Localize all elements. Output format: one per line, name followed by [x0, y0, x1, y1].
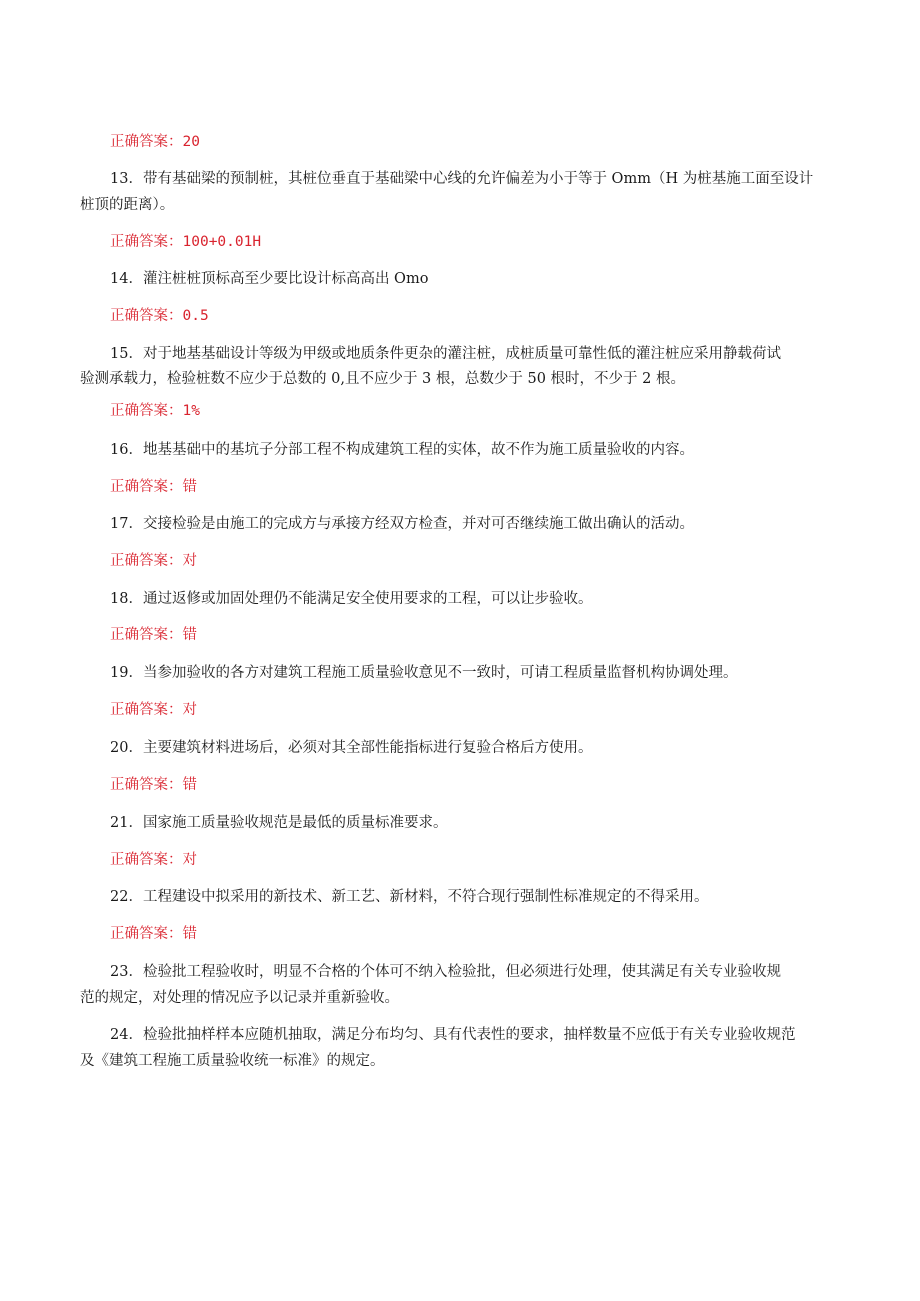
answer-value: 100+0.01H — [182, 234, 262, 250]
answer-value: 错 — [182, 926, 197, 942]
answer-value: 1% — [182, 403, 200, 419]
question-16 — [80, 437, 840, 463]
question-23 — [80, 959, 840, 985]
question-text-line2: 范的规定，对处理的情况应予以记录并重新验收。 — [80, 990, 399, 1006]
question-number: 19 — [110, 665, 129, 681]
answer-label: 正确答案： — [110, 134, 183, 150]
answer-label: 正确答案： — [110, 627, 183, 643]
answer-label: 正确答案： — [110, 777, 183, 793]
question-13-cont — [80, 192, 840, 218]
question-13 — [80, 166, 840, 192]
question-number: 16 — [110, 442, 129, 458]
question-text-line1: ．灌注桩桩顶标高至少要比设计标高高出 Omo — [128, 271, 429, 287]
question-text-line1: ．对于地基基础设计等级为甲级或地质条件更杂的灌注桩，成桩质量可靠性低的灌注桩应采用静载荷试 — [128, 346, 781, 362]
question-15-cont — [80, 366, 840, 392]
answer-label: 正确答案： — [110, 234, 183, 250]
question-text-line1: ．工程建设中拟采用的新技术、新工艺、新材料，不符合现行强制性标准规定的不得采用。 — [128, 889, 709, 905]
question-number: 17 — [110, 516, 129, 532]
question-14 — [80, 266, 840, 292]
question-number: 15 — [110, 346, 129, 362]
question-text-line2: 桩顶的距离）。 — [80, 197, 175, 213]
question-number: 21 — [110, 815, 129, 831]
question-text-line2: 及《建筑工程施工质量验收统一标准》的规定。 — [80, 1053, 385, 1069]
answer-value: 错 — [182, 777, 197, 793]
answer-line — [110, 622, 870, 648]
answer-line — [110, 474, 870, 500]
question-number: 22 — [110, 889, 129, 905]
answer-line — [110, 847, 870, 873]
answer-line — [110, 303, 870, 329]
answer-label: 正确答案： — [110, 702, 183, 718]
answer-value: 对 — [182, 852, 197, 868]
answer-line — [110, 921, 870, 947]
question-19 — [80, 660, 840, 686]
question-text-line1: ．通过返修或加固处理仍不能满足安全使用要求的工程，可以让步验收。 — [128, 591, 593, 607]
answer-value: 对 — [182, 702, 197, 718]
question-number: 23 — [110, 964, 129, 980]
question-number: 13 — [110, 171, 129, 187]
question-24 — [80, 1022, 840, 1048]
question-text-line2: 验测承载力，检验桩数不应少于总数的 0,且不应少于 3 根，总数少于 50 根时，不少于 2 根。 — [80, 371, 685, 387]
answer-value: 0.5 — [182, 308, 209, 324]
answer-line — [110, 772, 870, 798]
answer-line — [110, 398, 870, 424]
question-text-line1: ．检验批工程验收时，明显不合格的个体可不纳入检验批，但必须进行处理，使其满足有关专业验收规 — [128, 964, 781, 980]
answer-line — [110, 697, 870, 723]
question-text-line1: ．主要建筑材料进场后，必须对其全部性能指标进行复验合格后方使用。 — [128, 740, 593, 756]
question-text-line1: ．地基基础中的基坑子分部工程不构成建筑工程的实体，故不作为施工质量验收的内容。 — [128, 442, 694, 458]
question-18 — [80, 586, 840, 612]
answer-label: 正确答案： — [110, 553, 183, 569]
question-21 — [80, 810, 840, 836]
answer-line — [110, 548, 870, 574]
question-number: 20 — [110, 740, 129, 756]
answer-value: 对 — [182, 553, 197, 569]
answer-line — [110, 229, 870, 255]
question-text-line1: ．检验批抽样样本应随机抽取，满足分布均匀、具有代表性的要求，抽样数量不应低于有关专业验收规范 — [128, 1027, 796, 1043]
answer-line — [110, 129, 870, 155]
question-15 — [80, 341, 840, 367]
answer-value: 错 — [182, 479, 197, 495]
answer-label: 正确答案： — [110, 926, 183, 942]
answer-label: 正确答案： — [110, 308, 183, 324]
answer-value: 20 — [182, 134, 200, 150]
question-number: 14 — [110, 271, 129, 287]
question-text-line1: ．带有基础梁的预制桩，其桩位垂直于基础梁中心线的允许偏差为小于等于 Omm（H 为桩基施工面至设计 — [128, 171, 814, 187]
answer-label: 正确答案： — [110, 852, 183, 868]
answer-label: 正确答案： — [110, 403, 183, 419]
question-22 — [80, 884, 840, 910]
question-text-line1: ．当参加验收的各方对建筑工程施工质量验收意见不一致时，可请工程质量监督机构协调处理。 — [128, 665, 738, 681]
question-24-cont — [80, 1048, 840, 1074]
question-20 — [80, 735, 840, 761]
question-text-line1: ．交接检验是由施工的完成方与承接方经双方检查，并对可否继续施工做出确认的活动。 — [128, 516, 694, 532]
question-23-cont — [80, 985, 840, 1011]
answer-label: 正确答案： — [110, 479, 183, 495]
question-17 — [80, 511, 840, 537]
answer-value: 错 — [182, 627, 197, 643]
question-number: 24 — [110, 1027, 129, 1043]
question-text-line1: ．国家施工质量验收规范是最低的质量标准要求。 — [128, 815, 448, 831]
question-number: 18 — [110, 591, 129, 607]
